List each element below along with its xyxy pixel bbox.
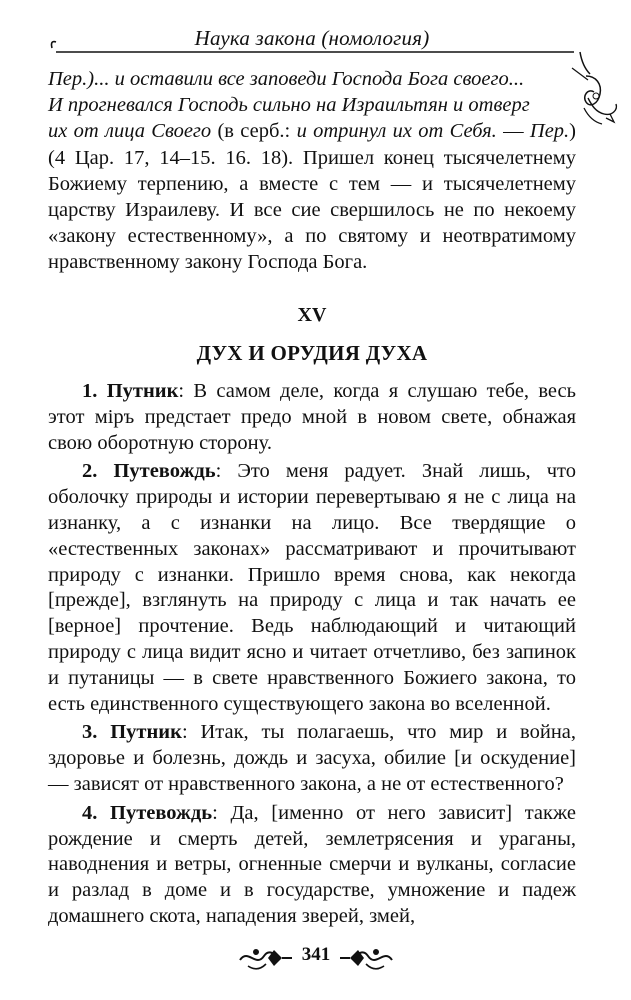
speaker-label: 3. Путник — [82, 721, 182, 744]
dialogue-paragraph — [48, 720, 576, 797]
speech-text: : Это меня радует. Знай лишь, что оболочку природы и истории перевертываю я не с лица на изнанку, а с изнанки на лицо. Все твердящие о «естественных законах» рассматривают и прочитывают природу с изнанки. Пришло время снова, как некогда [прежде], взглянуть на природу с лица и так начать ее [верное] прочтение. Ведь наблюдающий и читающий природу с лица видит ясно и читает отчетливо, без запинок и путаницы — в свете нравственного Божиего закона, то есть единственного существующего закона во вселенной. — [48, 460, 576, 715]
continuation-paragraph — [48, 66, 576, 276]
dialogue-paragraph — [48, 379, 576, 456]
section-title: ДУХ И ОРУДИЯ ДУХА — [196, 341, 428, 365]
quote-line-3b: и отринул их от Себя. — [296, 120, 497, 143]
quote-line-3a: их от лица Своего — [48, 120, 212, 143]
quote-line-3-plain-c: ) — [569, 120, 576, 143]
dialogue-paragraph — [48, 801, 576, 930]
running-title: Наука закона (номология) — [194, 26, 430, 50]
continuation-body: (4 Цар. 17, 14–15. 16. 18). Пришел конец тысячелетнему Божиему терпению, а вместе с тем — и тысячелетнему царству Израилеву. И все сие свершилось не по некоему «закону естественному», а по святому и неотвратимому нравственному закону Господа Бога. — [48, 146, 576, 274]
dialogue — [48, 379, 576, 933]
speaker-label: 4. Путевождь — [82, 801, 213, 824]
speech-text: : В самом деле, когда я слушаю тебе, весь этот міръ предстает предо мной в новом свете, обнажая свою оборотную сторону. — [48, 380, 576, 454]
page-footer — [0, 940, 631, 974]
quote-line-1: Пер.)... и оставили все заповеди Господа Бога своего... — [48, 68, 525, 90]
quote-line-3-plain-b: — — [496, 120, 530, 143]
quote-line-3c: Пер. — [529, 120, 570, 143]
dialogue-paragraph — [48, 459, 576, 717]
footer-left-ornament-icon — [238, 940, 294, 974]
footer-right-ornament-icon — [338, 940, 394, 974]
section-number: XV — [297, 304, 327, 326]
speech-text: : Итак, ты полагаешь, что мир и война, здоровье и болезнь, дождь и засуха, обилие [и оскудение] — зависят от нравственного закона, а не от естественного? — [48, 721, 577, 795]
quote-line-3-plain-a: (в серб.: — [211, 120, 297, 143]
running-header — [48, 18, 588, 58]
quote-line-2: И прогневался Господь сильно на Израильтян и отверг — [48, 94, 530, 117]
speaker-label: 1. Путник — [82, 380, 179, 402]
speaker-label: 2. Путевождь — [82, 460, 216, 483]
page-number: 341 — [301, 944, 331, 965]
speech-text: : Да, [именно от него зависит] также рождение и смерть детей, землетрясения и ураганы, наводнения и ветры, огненные смерчи и вулканы, согласие и разлад в доме и в государстве, умножение и падеж домашнего скота, нападения зверей, змей, — [48, 801, 576, 927]
